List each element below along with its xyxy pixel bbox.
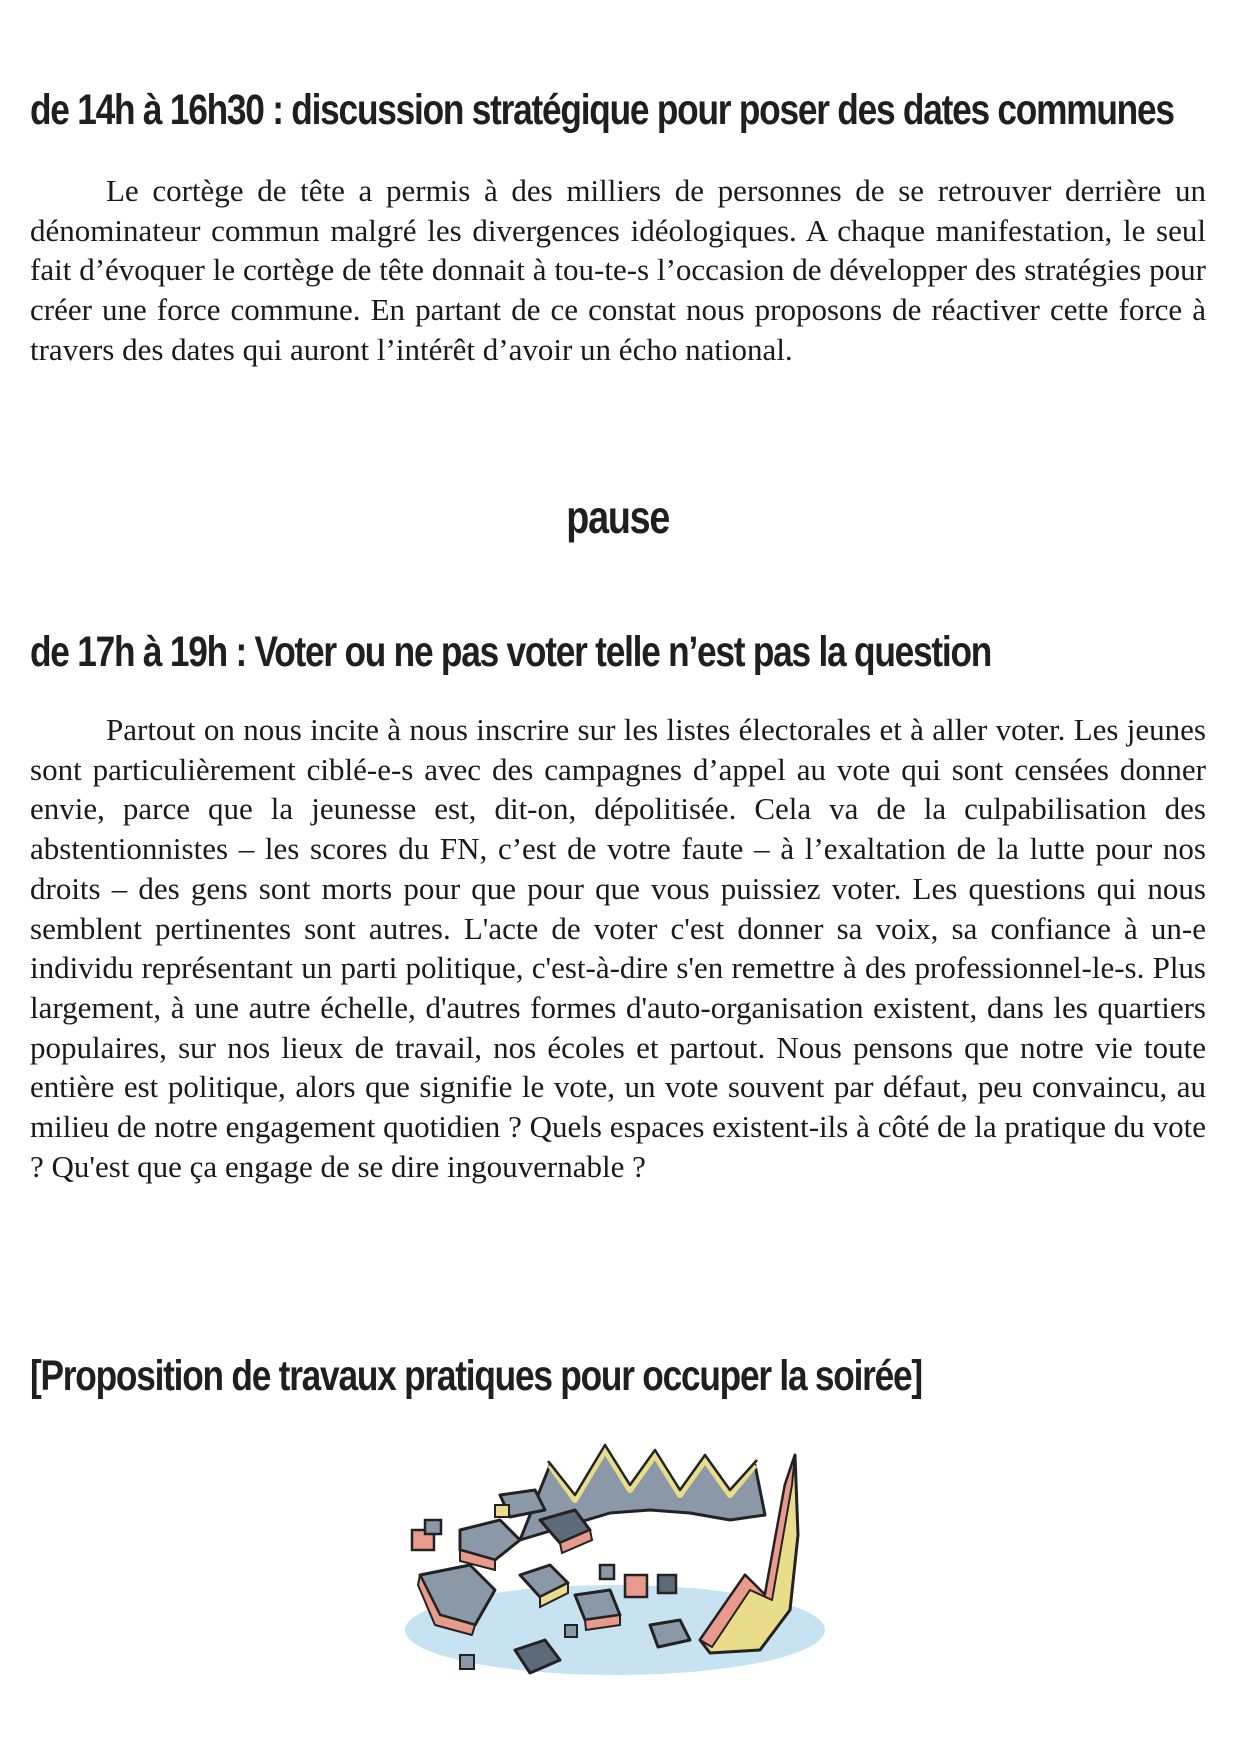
pause-heading	[30, 490, 1206, 544]
rubble-block	[425, 1520, 441, 1534]
pause-label: pause	[566, 491, 670, 543]
rubble-block	[658, 1575, 676, 1593]
rubble-block	[495, 1505, 509, 1517]
closing-heading: [Proposition de travaux pratiques pour occuper la soirée]	[30, 1352, 922, 1400]
rubble-block	[600, 1565, 614, 1579]
section-paragraph-strategy: Le cortège de tête a permis à des milliers de personnes de se retrouver derrière un dénominateur commun malgré les divergences idéologiques. A chaque manifestation, le seul fait d’évoquer le cortège de tête donnait à tou-te-s l’occasion de développer des stratégies pour créer une force commune. En partant de ce constat nous proposons de réactiver cette force à travers des dates qui auront l’intérêt d’avoir un écho national.	[30, 173, 1206, 367]
section-heading-strategy: de 14h à 16h30 : discussion stratégique pour poser des dates communes	[30, 86, 1174, 134]
rubble-block	[565, 1625, 577, 1637]
section-heading-vote: de 17h à 19h : Voter ou ne pas voter telle n’est pas la question	[30, 628, 992, 676]
rubble-block	[460, 1655, 474, 1669]
broken-crown-icon	[400, 1425, 840, 1695]
section-paragraph-vote: Partout on nous incite à nous inscrire sur les listes électorales et à aller voter. Les jeunes sont particulièrement ciblé-e-s avec des campagnes d’appel au vote qui sont censées donner envie, parce que la jeunesse est, dit-on, dépolitisée. Cela va de la culpabilisation des abstentionnistes – les scores du FN, c’est de votre faute – à l’exaltation de la lutte pour nos droits – des gens sont morts pour que pour que vous puissiez voter. Les questions qui nous semblent pertinentes sont autres. L'acte de voter c'est donner sa voix, sa confiance à un-e individu représentant un parti politique, c'est-à-dire s'en remettre à des professionnel-le-s. Plus largement, à une autre échelle, d'autres formes d'auto-organisation existent, dans les quartiers populaires, sur nos lieux de travail, nos écoles et partout. Nous pensons que notre vie toute entière est politique, alors que signifie le vote, un vote souvent par défaut, peu convaincu, au milieu de notre engagement quotidien ? Quels espaces existent-ils à côté de la pratique du vote ? Qu'est que ça engage de se dire ingouvernable ?	[30, 712, 1206, 1184]
rubble-block	[625, 1575, 647, 1597]
